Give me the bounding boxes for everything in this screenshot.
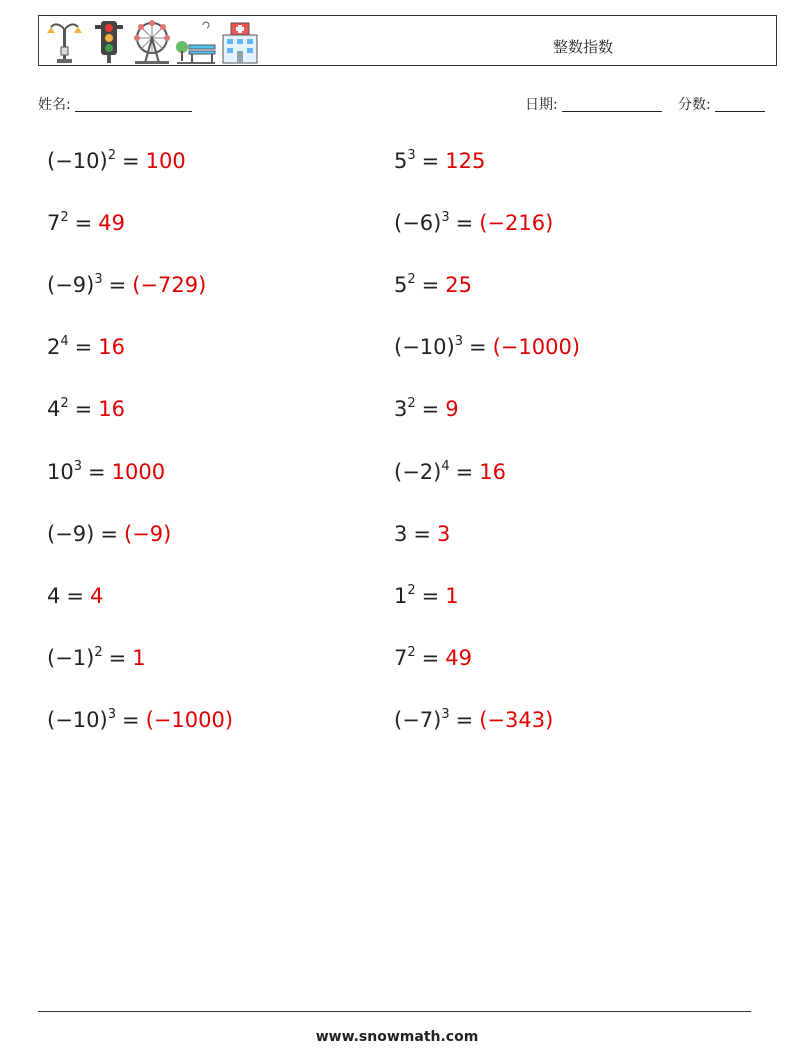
problem-base: (−10) — [47, 149, 108, 173]
hospital-icon — [219, 19, 261, 65]
problem-base: (−1) — [47, 645, 95, 670]
problem-exponent: 4 — [441, 458, 450, 474]
equals-sign: = — [74, 211, 93, 236]
problem-exponent: 2 — [60, 396, 69, 412]
problem-exponent: 3 — [94, 272, 103, 288]
equals-sign: = — [100, 521, 118, 546]
problem-item — [394, 522, 450, 546]
problem-exponent: 3 — [107, 706, 116, 722]
problem-item — [394, 335, 580, 359]
equals-sign: = — [421, 149, 440, 173]
problem-answer: 16 — [98, 397, 125, 422]
equals-sign: = — [66, 583, 84, 608]
problem-item — [47, 211, 125, 235]
problem-answer: (−729) — [132, 273, 207, 298]
equals-sign: = — [421, 583, 440, 608]
problem-answer: 49 — [98, 211, 125, 236]
problem-item — [394, 149, 485, 173]
problem-base: (−6) — [394, 211, 442, 236]
problem-base: 1 — [394, 583, 408, 608]
problem-answer: 1 — [132, 645, 146, 670]
score-blank[interactable] — [715, 97, 765, 112]
footer-divider — [38, 1011, 751, 1012]
problem-answer: 1000 — [111, 459, 166, 484]
problem-answer: 16 — [479, 459, 506, 484]
problem-base: (−9) — [47, 521, 95, 546]
problem-answer: 1 — [445, 583, 459, 608]
problem-exponent: 2 — [407, 272, 416, 288]
problem-answer: 125 — [445, 149, 486, 173]
equals-sign: = — [74, 335, 93, 360]
ferris-wheel-icon — [131, 19, 173, 65]
problem-exponent: 2 — [407, 582, 416, 598]
problem-exponent: 3 — [441, 706, 450, 722]
worksheet-header — [38, 15, 777, 66]
problem-item — [47, 522, 171, 546]
problem-base: (−9) — [47, 273, 95, 298]
street-lamp-icon — [43, 19, 87, 65]
problem-answer: 3 — [436, 521, 451, 546]
problem-base: (−7) — [394, 707, 442, 732]
problem-exponent: 2 — [407, 396, 416, 412]
name-blank[interactable] — [75, 97, 192, 112]
equals-sign: = — [413, 521, 431, 546]
problem-exponent: 3 — [441, 210, 450, 226]
problem-base: (−10) — [394, 335, 455, 360]
problem-item — [394, 211, 553, 235]
problem-base: (−2) — [394, 459, 442, 484]
problem-base: 4 — [47, 397, 61, 422]
problem-item — [394, 584, 459, 608]
problem-base: 3 — [394, 397, 408, 422]
problem-exponent: 3 — [407, 148, 416, 163]
problem-item — [47, 397, 125, 421]
equals-sign: = — [421, 397, 440, 422]
score-field — [678, 94, 765, 114]
problem-exponent: 3 — [73, 458, 83, 474]
equals-sign: = — [455, 459, 474, 484]
problem-item — [47, 460, 165, 484]
problem-exponent: 2 — [94, 644, 103, 660]
equals-sign: = — [121, 707, 140, 732]
problem-answer: 4 — [89, 583, 104, 608]
problem-base: (−10) — [47, 707, 108, 732]
equals-sign: = — [468, 335, 487, 360]
problem-item — [47, 335, 125, 359]
problem-base: 7 — [47, 211, 61, 236]
problem-item — [47, 584, 103, 608]
date-label: 日期: — [525, 97, 558, 113]
problem-base: 10 — [47, 459, 74, 484]
problem-base: 7 — [394, 645, 408, 670]
problem-item — [47, 646, 146, 670]
problem-base: 5 — [394, 273, 408, 298]
problem-exponent: 2 — [407, 644, 416, 660]
problem-item — [47, 149, 186, 173]
problem-answer: 9 — [445, 397, 459, 422]
problem-exponent: 2 — [60, 210, 69, 226]
problem-base: 5 — [394, 149, 408, 173]
problem-item — [394, 273, 472, 297]
equals-sign: = — [421, 645, 440, 670]
equals-sign: = — [455, 211, 474, 236]
problem-base: 3 — [394, 521, 408, 546]
problem-item — [394, 708, 553, 732]
problem-answer: 49 — [445, 645, 472, 670]
problem-answer: (−1000) — [145, 707, 234, 732]
problem-answer: (−343) — [479, 707, 554, 732]
problem-item — [394, 397, 459, 421]
problem-answer: (−216) — [479, 211, 554, 236]
equals-sign: = — [121, 149, 140, 173]
park-bench-icon — [175, 19, 217, 65]
traffic-light-icon — [89, 19, 129, 65]
problem-item — [394, 460, 506, 484]
problem-answer: (−9) — [123, 521, 172, 546]
name-label: 姓名: — [38, 97, 71, 113]
problem-answer: 16 — [98, 335, 125, 360]
problem-exponent: 3 — [454, 334, 463, 350]
name-field — [38, 94, 192, 114]
footer-url: www.snowmath.com — [315, 1029, 479, 1045]
problem-base: 2 — [47, 335, 61, 360]
problem-exponent: 2 — [107, 148, 116, 163]
problem-item — [47, 273, 206, 297]
score-label: 分数: — [678, 97, 711, 113]
equals-sign: = — [74, 397, 93, 422]
problem-exponent: 4 — [60, 334, 69, 350]
date-blank[interactable] — [562, 97, 662, 112]
equals-sign: = — [421, 273, 440, 298]
equals-sign: = — [88, 459, 106, 484]
equals-sign: = — [108, 273, 127, 298]
problem-answer: (−1000) — [492, 335, 581, 360]
header-icons — [43, 19, 261, 65]
equals-sign: = — [455, 707, 474, 732]
problem-answer: 100 — [145, 149, 186, 173]
problem-item — [394, 646, 472, 670]
equals-sign: = — [108, 645, 127, 670]
date-field — [525, 94, 662, 114]
problem-base: 4 — [47, 583, 61, 608]
problem-answer: 25 — [445, 273, 472, 298]
problem-item — [47, 708, 233, 732]
page-title: 整数指数 — [553, 38, 614, 56]
